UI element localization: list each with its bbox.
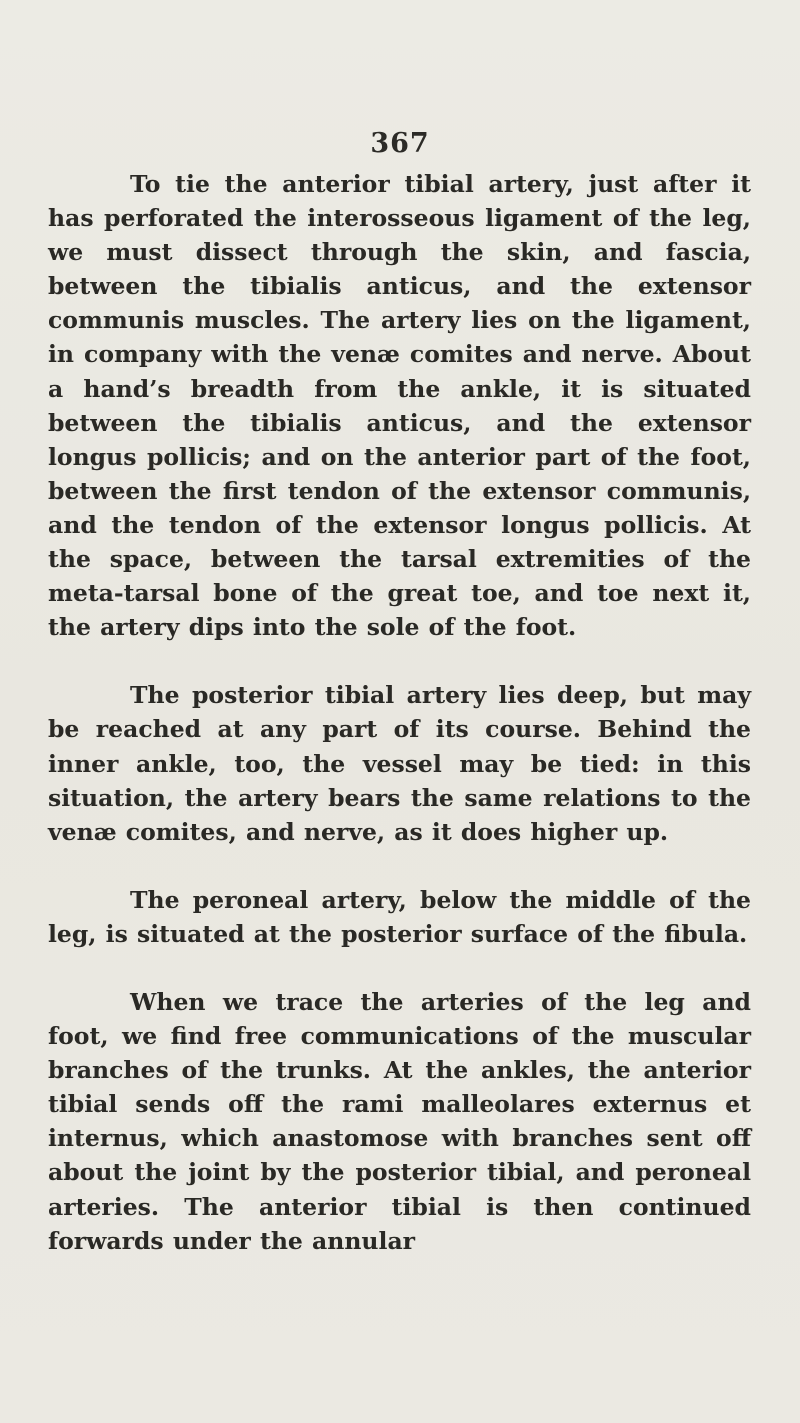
body-text — [48, 167, 751, 1258]
paragraph-posterior-tibial: The posterior tibial artery lies deep, but may be reached at any part of its course. Behind the inner ankle, too, the vessel may be tied: in this situation, the artery bears the same relations to the venæ comites, and nerve, as it does higher up. — [48, 681, 751, 846]
paragraph-communications: When we trace the arteries of the leg and foot, we find free communications of the muscular branches of the trunks. At the ankles, the anterior tibial sends off the rami malleolares externus et internus, which anastomose with branches sent off about the joint by the posterior tibial, and peroneal arteries. The anterior tibial is then continued forwards under the annular — [48, 987, 751, 1255]
paragraph-peroneal: The peroneal artery, below the middle of the leg, is situated at the posterior surface of the fibula. — [48, 885, 751, 948]
page-number: 367 — [370, 128, 430, 159]
paragraph-anterior-tibial: To tie the anterior tibial artery, just after it has perforated the interosseous ligament of the leg, we must dissect through the skin, and fascia, between the tibialis anticus, and the extensor communis muscles. The artery lies on the ligament, in company with the venæ comites and nerve. About a hand’s breadth from the ankle, it is situated between the tibialis anticus, and the extensor longus pollicis; and on the anterior part of the foot, between the first tendon of the extensor communis, and the tendon of the extensor longus pollicis. At the space, between the tarsal extremities of the meta-tarsal bone of the great toe, and toe next it, the artery dips into the sole of the foot. — [48, 170, 751, 642]
